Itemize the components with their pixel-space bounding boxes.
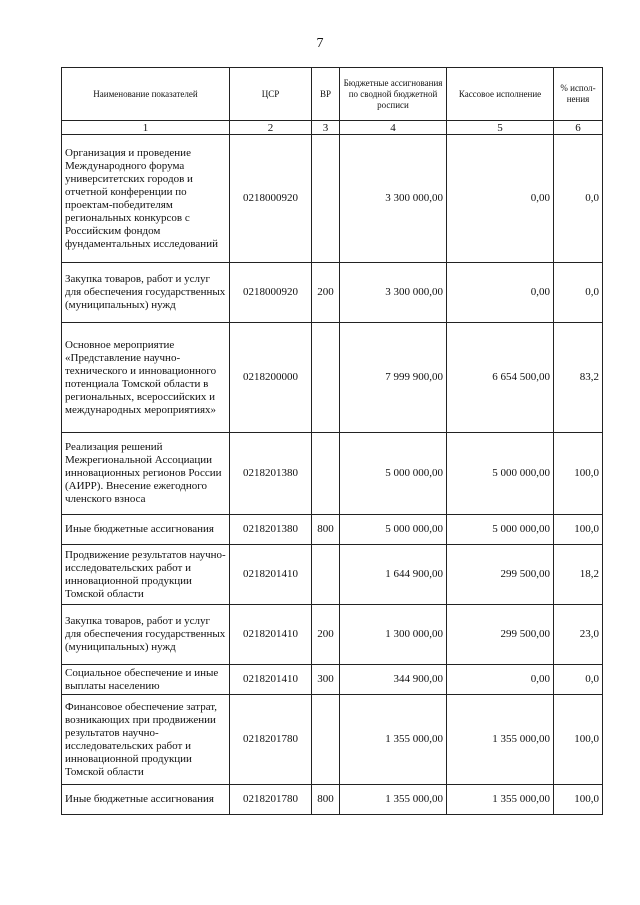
header-row — [62, 68, 603, 121]
column-number: 3 — [312, 121, 340, 135]
row-vr: 200 — [312, 263, 340, 323]
row-percent: 23,0 — [554, 605, 603, 665]
row-cash: 5 000 000,00 — [447, 433, 554, 515]
row-budget: 5 000 000,00 — [340, 433, 447, 515]
row-vr — [312, 545, 340, 605]
row-percent: 100,0 — [554, 515, 603, 545]
page-number: 7 — [316, 36, 324, 51]
row-percent: 0,0 — [554, 263, 603, 323]
row-csr: 0218201410 — [230, 665, 312, 695]
row-cash: 5 000 000,00 — [447, 515, 554, 545]
row-csr: 0218201780 — [230, 785, 312, 815]
row-vr — [312, 135, 340, 263]
row-cash: 1 355 000,00 — [447, 695, 554, 785]
row-budget: 3 300 000,00 — [340, 135, 447, 263]
table-row — [62, 135, 603, 263]
table-row — [62, 433, 603, 515]
header-csr: ЦСР — [230, 68, 312, 121]
row-name: Закупка товаров, работ и услуг для обеспечения государственных (муниципальных) нужд — [62, 605, 230, 665]
row-csr: 0218201780 — [230, 695, 312, 785]
column-number: 4 — [340, 121, 447, 135]
header-vr: ВР — [312, 68, 340, 121]
row-cash: 6 654 500,00 — [447, 323, 554, 433]
table-row — [62, 785, 603, 815]
row-csr: 0218000920 — [230, 135, 312, 263]
row-percent: 100,0 — [554, 433, 603, 515]
row-csr: 0218201380 — [230, 433, 312, 515]
row-percent: 0,0 — [554, 665, 603, 695]
row-budget: 5 000 000,00 — [340, 515, 447, 545]
row-percent: 18,2 — [554, 545, 603, 605]
row-name: Основное мероприятие «Представление научно-технического и инновационного потенциала Томской области в региональных, всероссийских и международных мероприятиях» — [62, 323, 230, 433]
table-row — [62, 605, 603, 665]
table-row — [62, 545, 603, 605]
budget-execution-table — [61, 67, 603, 815]
row-name: Финансовое обеспечение затрат, возникающих при продвижении результатов научно-исследовательских работ и инновационной продукции Томской области — [62, 695, 230, 785]
table-row — [62, 665, 603, 695]
row-budget: 344 900,00 — [340, 665, 447, 695]
row-name: Организация и проведение Международного форума университетских городов и отчетной конференции по проектам-победителям региональных конкурсов с Российским фондом фундаментальных исследований — [62, 135, 230, 263]
row-cash: 1 355 000,00 — [447, 785, 554, 815]
row-csr: 0218000920 — [230, 263, 312, 323]
row-vr: 200 — [312, 605, 340, 665]
row-vr: 800 — [312, 515, 340, 545]
header-cash: Кассовое исполнение — [447, 68, 554, 121]
row-vr — [312, 433, 340, 515]
row-name: Закупка товаров, работ и услуг для обеспечения государственных (муниципальных) нужд — [62, 263, 230, 323]
row-percent: 100,0 — [554, 695, 603, 785]
row-name: Иные бюджетные ассигнования — [62, 785, 230, 815]
row-percent: 0,0 — [554, 135, 603, 263]
row-budget: 1 300 000,00 — [340, 605, 447, 665]
row-budget: 7 999 900,00 — [340, 323, 447, 433]
row-budget: 1 355 000,00 — [340, 695, 447, 785]
header-budget: Бюджетные ассигнования по сводной бюджетной росписи — [340, 68, 447, 121]
row-name: Иные бюджетные ассигнования — [62, 515, 230, 545]
row-name: Реализация решений Межрегиональной Ассоциации инновационных регионов России (АИРР). Внесение ежегодного членского взноса — [62, 433, 230, 515]
row-csr: 0218201410 — [230, 605, 312, 665]
row-vr: 800 — [312, 785, 340, 815]
row-name: Социальное обеспечение и иные выплаты населению — [62, 665, 230, 695]
header-percent: % испол-нения — [554, 68, 603, 121]
table-row — [62, 515, 603, 545]
row-csr: 0218201410 — [230, 545, 312, 605]
column-number: 5 — [447, 121, 554, 135]
column-number-row — [62, 121, 603, 135]
column-number: 6 — [554, 121, 603, 135]
row-csr: 0218200000 — [230, 323, 312, 433]
row-budget: 3 300 000,00 — [340, 263, 447, 323]
table-row — [62, 695, 603, 785]
row-cash: 299 500,00 — [447, 545, 554, 605]
row-cash: 299 500,00 — [447, 605, 554, 665]
header-name: Наименование показателей — [62, 68, 230, 121]
row-vr: 300 — [312, 665, 340, 695]
row-percent: 83,2 — [554, 323, 603, 433]
column-number: 2 — [230, 121, 312, 135]
row-csr: 0218201380 — [230, 515, 312, 545]
row-name: Продвижение результатов научно-исследовательских работ и инновационной продукции Томской области — [62, 545, 230, 605]
row-vr — [312, 323, 340, 433]
table-row — [62, 323, 603, 433]
row-cash: 0,00 — [447, 263, 554, 323]
table-row — [62, 263, 603, 323]
row-budget: 1 644 900,00 — [340, 545, 447, 605]
row-vr — [312, 695, 340, 785]
column-number: 1 — [62, 121, 230, 135]
row-percent: 100,0 — [554, 785, 603, 815]
row-cash: 0,00 — [447, 665, 554, 695]
row-cash: 0,00 — [447, 135, 554, 263]
row-budget: 1 355 000,00 — [340, 785, 447, 815]
